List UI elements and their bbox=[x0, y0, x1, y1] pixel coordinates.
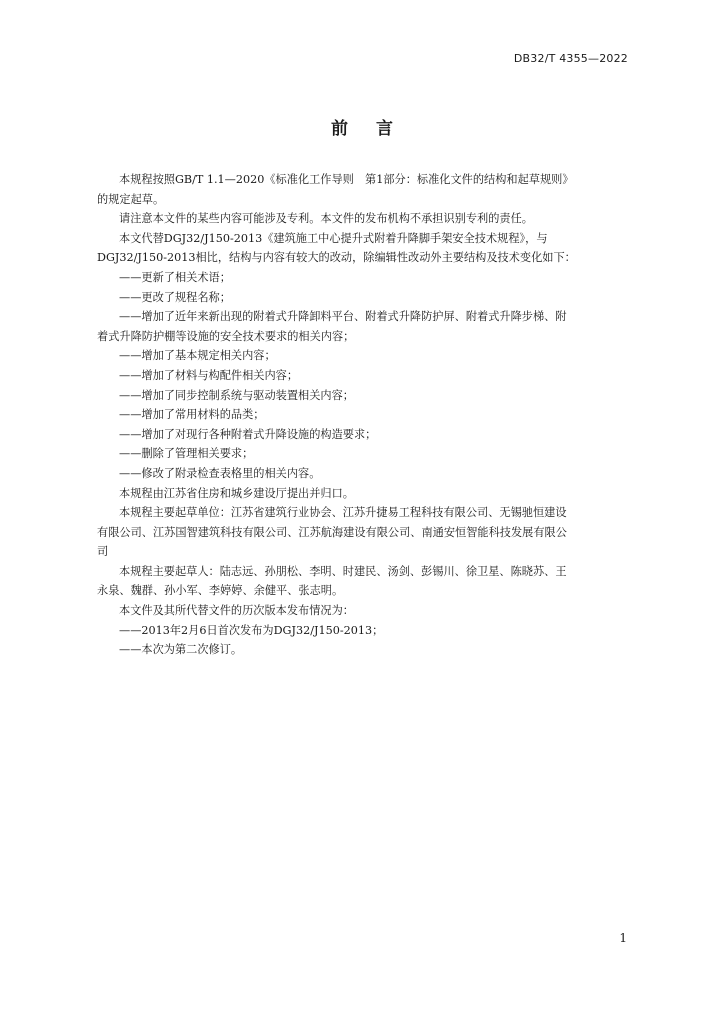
text-line: 有限公司、江苏国智建筑科技有限公司、江苏航海建设有限公司、南通安恒智能科技发展有限公 bbox=[97, 525, 567, 539]
list-item: ——修改了附录检查表格里的相关内容。 bbox=[119, 466, 321, 480]
text-line: 的规定起草。 bbox=[97, 192, 165, 206]
list-item: ——删除了管理相关要求； bbox=[119, 447, 254, 461]
text-line: 本规程按照GB/T 1.1—2020《标准化工作导则 第1部分：标准化文件的结构和起草规则》 bbox=[119, 173, 574, 186]
text-line: DGJ32/J150-2013相比，结构与内容有较大的改动，除编辑性改动外主要结构及技术变化如下： bbox=[97, 251, 576, 265]
list-item: ——增加了材料与构配件相关内容； bbox=[119, 368, 299, 382]
text-line: 司 bbox=[97, 545, 109, 559]
text-line: 永泉、魏群、孙小军、李婷婷、余健平、张志明。 bbox=[97, 584, 344, 598]
text-line: 本文件及其所代替文件的历次版本发布情况为： bbox=[119, 604, 354, 618]
document-code: DB32/T 4355—2022 bbox=[513, 52, 628, 65]
text-line: 着式升降防护棚等设施的安全技术要求的相关内容； bbox=[97, 329, 355, 343]
text-line: 本规程主要起草人：陆志远、孙朋松、李明、时建民、汤剑、彭锡川、徐卫星、陈晓苏、王 bbox=[119, 564, 567, 578]
text-line: 请注意本文件的某些内容可能涉及专利。本文件的发布机构不承担识别专利的责任。 bbox=[119, 212, 533, 226]
page-title bbox=[0, 114, 724, 139]
text-line: 本规程主要起草单位：江苏省建筑行业协会、江苏升捷易工程科技有限公司、无锡驰恒建设 bbox=[119, 506, 567, 520]
list-item: ——增加了同步控制系统与驱动装置相关内容； bbox=[119, 388, 354, 402]
list-item: ——2013年2月6日首次发布为DGJ32/J150-2013； bbox=[119, 623, 384, 637]
list-item: ——本次为第二次修订。 bbox=[119, 643, 243, 657]
list-item: ——增加了常用材料的品类； bbox=[119, 408, 265, 422]
list-item: ——增加了近年来新出现的附着式升降卸料平台、附着式升降防护屏、附着式升降步梯、附 bbox=[119, 310, 567, 324]
foreword-body bbox=[97, 170, 627, 660]
list-item: ——增加了基本规定相关内容； bbox=[119, 349, 276, 363]
text-line: 本规程由江苏省住房和城乡建设厅提出并归口。 bbox=[119, 486, 354, 500]
title-char-1: 前 bbox=[331, 119, 348, 139]
list-item: ——更改了规程名称； bbox=[119, 290, 231, 304]
list-item: ——增加了对现行各种附着式升降设施的构造要求； bbox=[119, 427, 377, 441]
text-line: 本文代替DGJ32/J150-2013《建筑施工中心提升式附着升降脚手架安全技术规程》，与 bbox=[119, 231, 548, 245]
title-char-2: 言 bbox=[376, 119, 393, 139]
page-number: 1 bbox=[619, 931, 627, 945]
list-item: ——更新了相关术语； bbox=[119, 270, 231, 284]
